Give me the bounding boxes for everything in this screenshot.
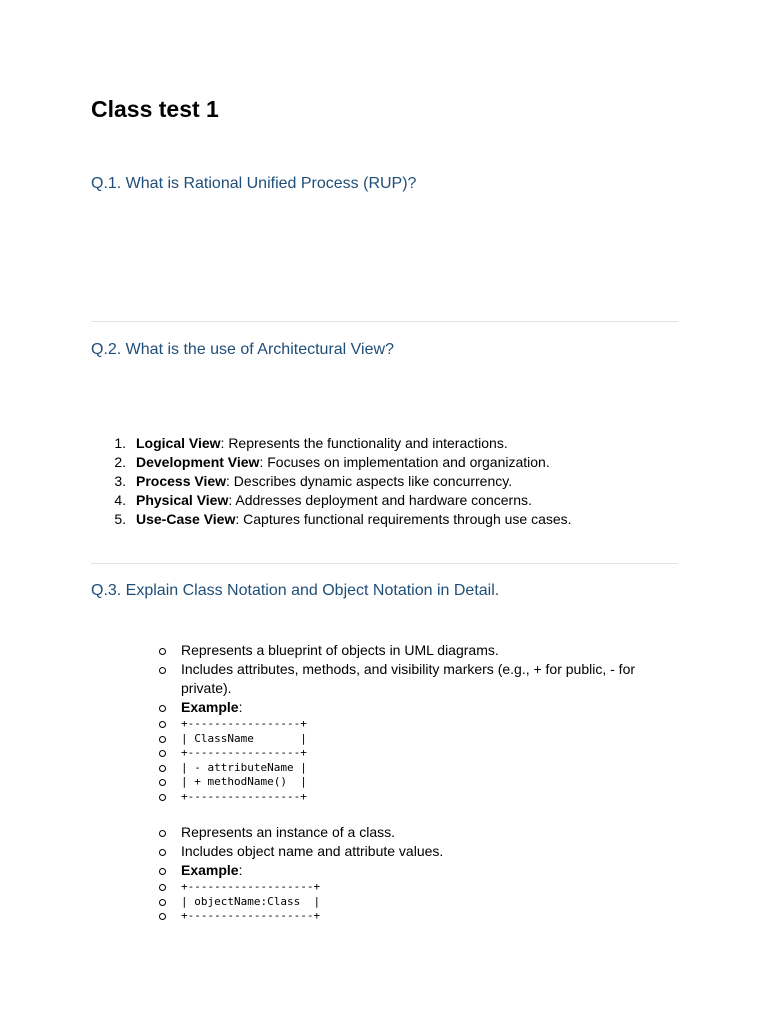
bullet-item: [155, 842, 675, 861]
list-term: Process View: [136, 473, 227, 489]
example-suffix: :: [238, 862, 243, 878]
bullet-circle-icon: [159, 868, 166, 875]
list-item: [91, 472, 691, 491]
question-1-heading: Q.1. What is Rational Unified Process (RUP)?: [91, 175, 417, 192]
list-item: [91, 434, 691, 453]
bullet-circle-icon: [159, 884, 166, 891]
bullet-circle-icon: [159, 779, 166, 786]
bullet-item: [155, 861, 675, 880]
list-description: : Addresses deployment and hardware concerns.: [228, 492, 532, 508]
list-description: : Represents the functionality and interactions.: [220, 435, 508, 451]
bullet-item: [155, 698, 675, 717]
bullet-text: Includes object name and attribute values.: [181, 843, 444, 859]
list-term: Physical View: [136, 492, 229, 508]
bullet-item: [155, 823, 675, 842]
list-number: 5.: [114, 511, 126, 527]
list-description: : Focuses on implementation and organization.: [259, 454, 550, 470]
list-description: : Describes dynamic aspects like concurrency.: [226, 473, 513, 489]
question-3-heading: Q.3. Explain Class Notation and Object Notation in Detail.: [91, 582, 500, 599]
code-line: [155, 909, 675, 924]
section-divider: [91, 321, 678, 322]
list-number: 3.: [114, 473, 126, 489]
list-number: 2.: [114, 454, 126, 470]
list-term: Development View: [136, 454, 260, 470]
list-item: [91, 510, 691, 529]
list-number: 1.: [114, 435, 126, 451]
list-term: Use-Case View: [136, 511, 236, 527]
example-label: Example: [181, 699, 239, 715]
code-line: [155, 746, 675, 761]
architectural-views-list: [91, 434, 691, 529]
bullet-circle-icon: [159, 750, 166, 757]
code-text: +-----------------+: [181, 789, 307, 803]
bullet-text: Includes attributes, methods, and visibility markers (e.g., + for public, - for private).: [181, 661, 636, 696]
bullet-circle-icon: [159, 705, 166, 712]
example-suffix: :: [238, 699, 243, 715]
code-line: [155, 732, 675, 747]
bullet-circle-icon: [159, 765, 166, 772]
code-line: [155, 775, 675, 790]
bullet-item: [155, 660, 675, 698]
list-term: Logical View: [136, 435, 221, 451]
code-text: | - attributeName |: [181, 760, 307, 774]
section-divider: [91, 563, 678, 564]
bullet-text: Represents a blueprint of objects in UML diagrams.: [181, 642, 499, 658]
code-line: [155, 717, 675, 732]
bullet-circle-icon: [159, 721, 166, 728]
list-item: [91, 491, 691, 510]
question-2-heading: Q.2. What is the use of Architectural View?: [91, 341, 394, 358]
list-number: 4.: [114, 492, 126, 508]
bullet-circle-icon: [159, 667, 166, 674]
code-text: +-------------------+: [181, 880, 321, 893]
bullet-text: Represents an instance of a class.: [181, 824, 396, 840]
bullet-circle-icon: [159, 849, 166, 856]
list-item: [91, 453, 691, 472]
code-text: +-------------------+: [181, 909, 321, 923]
code-text: +-----------------+: [181, 717, 307, 730]
code-text: | + methodName() |: [181, 775, 307, 789]
code-line: [155, 790, 675, 805]
code-line: [155, 880, 675, 895]
list-description: : Captures functional requirements through use cases.: [235, 511, 572, 527]
code-text: | objectName:Class |: [181, 894, 321, 908]
bullet-circle-icon: [159, 794, 166, 801]
bullet-circle-icon: [159, 648, 166, 655]
code-line: [155, 761, 675, 776]
code-text: +-----------------+: [181, 746, 307, 760]
bullet-circle-icon: [159, 899, 166, 906]
page-title: Class test 1: [91, 96, 219, 122]
example-label: Example: [181, 862, 239, 878]
class-notation-list: [155, 641, 675, 805]
code-line: [155, 895, 675, 910]
bullet-circle-icon: [159, 913, 166, 920]
bullet-circle-icon: [159, 830, 166, 837]
bullet-circle-icon: [159, 736, 166, 743]
bullet-item: [155, 641, 675, 660]
code-text: | ClassName |: [181, 731, 307, 745]
object-notation-list: [155, 823, 675, 924]
